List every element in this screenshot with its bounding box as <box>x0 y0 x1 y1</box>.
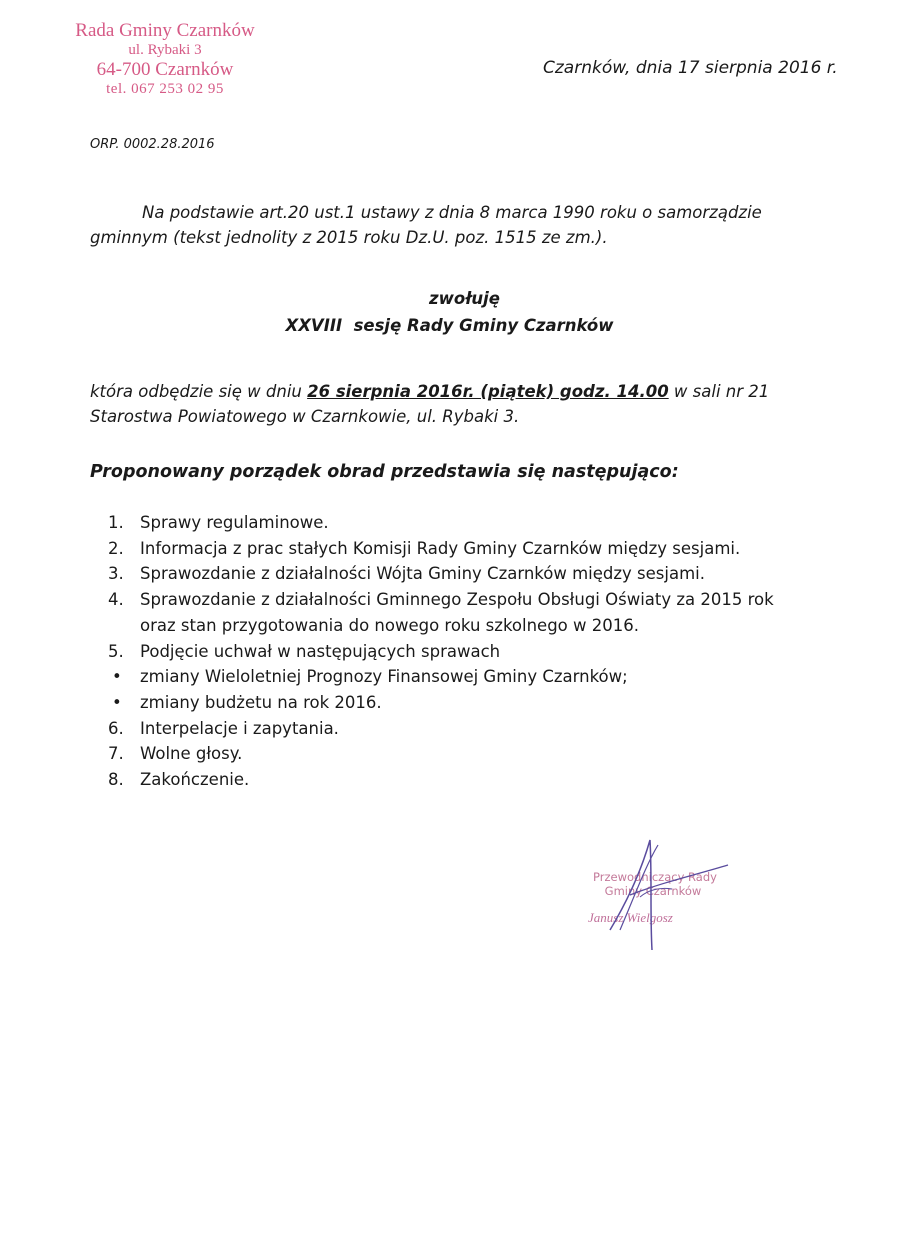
session-room: w sali nr 21 <box>668 382 770 401</box>
signature-name: Janusz Wielgosz <box>588 910 673 925</box>
signature-title-line-2: Gminy Czarnków <box>604 884 702 898</box>
session-name: XXVIII sesję Rady Gminy Czarnków <box>285 316 614 335</box>
legal-basis-line-1: Na podstawie art.20 ust.1 ustawy z dnia 8 marca 1990 roku o samorządzie <box>142 203 762 222</box>
agenda-item-continuation <box>108 613 828 639</box>
agenda-subitem-text: zmiany budżetu na rok 2016. <box>140 692 382 712</box>
agenda-item-text: Wolne głosy. <box>140 744 243 764</box>
agenda-item-text: Interpelacje i zapytania. <box>140 718 339 738</box>
signature-title-line-1: Przewodniczący Rady <box>593 870 717 884</box>
agenda-item-text: Podjęcie uchwał w następujących sprawach <box>140 641 501 661</box>
session-datetime: 26 sierpnia 2016r. (piątek) godz. 14.00 <box>307 382 669 401</box>
agenda-item <box>108 536 828 562</box>
council-stamp <box>55 20 275 98</box>
agenda-item-text: Sprawozdanie z działalności Gminnego Zespołu Obsługi Oświaty za 2015 rok <box>140 590 774 610</box>
agenda-item-marker: 1. <box>108 513 124 532</box>
agenda-item <box>108 587 828 613</box>
document-date: Czarnków, dnia 17 sierpnia 2016 r. <box>543 58 838 78</box>
agenda-item <box>108 767 828 793</box>
agenda-item-marker: 2. <box>108 538 124 558</box>
stamp-line-city: 64-700 Czarnków <box>96 59 234 81</box>
stamp-line-street: ul. Rybaki 3 <box>128 41 202 58</box>
bullet-icon: • <box>112 667 122 687</box>
agenda-subitem <box>108 664 828 690</box>
agenda-subitem <box>108 690 828 716</box>
session-location: Starostwa Powiatowego w Czarnkowie, ul. Rybaki 3. <box>90 407 520 426</box>
session-intro: która odbędzie się w dniu <box>90 382 308 401</box>
legal-basis <box>90 200 790 250</box>
agenda-item <box>108 561 828 587</box>
agenda-item-marker: 3. <box>108 564 124 584</box>
session-details <box>90 379 810 429</box>
agenda-item-marker: 4. <box>108 590 124 610</box>
convocation-title <box>0 285 899 339</box>
agenda-item <box>108 741 828 767</box>
stamp-line-name: Rada Gminy Czarnków <box>75 20 255 41</box>
agenda-list <box>108 510 828 793</box>
agenda-item-text: Sprawozdanie z działalności Wójta Gminy Czarnków między sesjami. <box>140 564 705 584</box>
chairman-signature-stamp <box>580 835 740 955</box>
agenda-item <box>108 639 828 665</box>
handwritten-signature-icon <box>580 835 740 955</box>
agenda-item-text: Zakończenie. <box>140 770 250 790</box>
agenda-item-marker: 7. <box>108 744 124 764</box>
agenda-item-text: Sprawy regulaminowe. <box>140 513 329 532</box>
agenda-item-text: oraz stan przygotowania do nowego roku szkolnego w 2016. <box>140 615 639 635</box>
reference-number: ORP. 0002.28.2016 <box>90 137 215 152</box>
legal-basis-line-2: gminnym (tekst jednolity z 2015 roku Dz.U. poz. 1515 ze zm.). <box>90 228 608 247</box>
agenda-item-marker: 8. <box>108 770 124 790</box>
agenda-item <box>108 510 828 536</box>
agenda-heading: Proponowany porządek obrad przedstawia się następująco: <box>90 462 679 482</box>
agenda-item <box>108 716 828 742</box>
agenda-item-text: Informacja z prac stałych Komisji Rady Gminy Czarnków między sesjami. <box>140 538 741 558</box>
stamp-line-phone: tel. 067 253 02 95 <box>106 80 224 97</box>
agenda-subitem-text: zmiany Wieloletniej Prognozy Finansowej Gminy Czarnków; <box>140 667 628 687</box>
bullet-icon: • <box>112 692 122 712</box>
convocation-verb: zwołuję <box>429 289 500 308</box>
agenda-item-marker: 5. <box>108 641 124 661</box>
agenda-item-marker: 6. <box>108 718 124 738</box>
